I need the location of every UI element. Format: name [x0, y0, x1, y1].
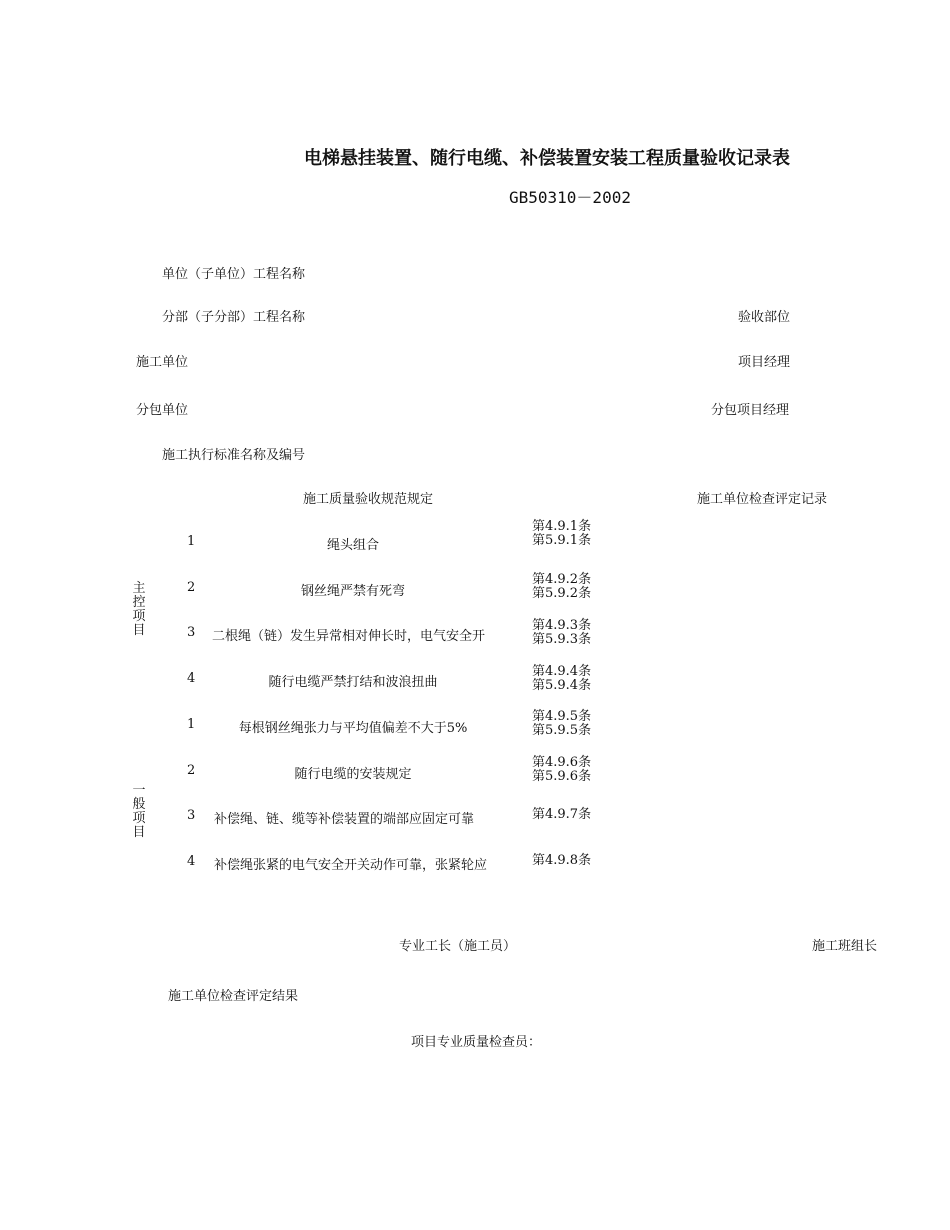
main-item-clause: 第4.9.2条 [532, 572, 592, 587]
main-item-clause: 第4.9.4条 [532, 664, 592, 679]
general-item-clause: 第4.9.8条 [532, 853, 592, 868]
general-item-no: 4 [187, 854, 196, 869]
standard-name-number-label: 施工执行标准名称及编号 [162, 448, 306, 463]
general-item-text: 补偿绳、链、缆等补偿装置的端部应固定可靠 [214, 812, 475, 827]
main-item-no: 4 [187, 671, 196, 686]
general-item-text: 补偿绳张紧的电气安全开关动作可靠，张紧轮应 [214, 858, 488, 873]
main-item-no: 3 [187, 625, 196, 640]
main-item-clause: 第5.9.4条 [532, 678, 592, 693]
main-item-no: 2 [187, 580, 196, 595]
subcontract-project-manager-label: 分包项目经理 [711, 403, 790, 418]
unit-project-name-label: 单位（子单位）工程名称 [162, 267, 306, 282]
general-item-clause: 第5.9.5条 [532, 723, 592, 738]
main-item-text: 绳头组合 [326, 538, 379, 553]
main-item-text: 随行电缆严禁打结和波浪扭曲 [268, 675, 438, 690]
general-item-clause: 第5.9.6条 [532, 769, 592, 784]
acceptance-part-label: 验收部位 [738, 310, 791, 325]
inspection-result-label: 施工单位检查评定结果 [168, 989, 299, 1004]
general-item-no: 2 [187, 763, 196, 778]
main-item-text: 二根绳（链）发生异常相对伸长时，电气安全开 [212, 629, 486, 644]
standard-code: GB50310－2002 [509, 188, 631, 207]
page-title: 电梯悬挂装置、随行电缆、补偿装置安装工程质量验收记录表 [304, 148, 790, 169]
general-item-no: 3 [187, 808, 196, 823]
main-item-clause: 第4.9.1条 [532, 519, 592, 534]
general-item-text: 每根钢丝绳张力与平均值偏差不大于5% [238, 721, 468, 736]
main-item-text: 钢丝绳严禁有死弯 [300, 584, 405, 599]
general-item-no: 1 [187, 717, 196, 732]
main-item-clause: 第5.9.3条 [532, 632, 592, 647]
project-manager-label: 项目经理 [738, 355, 791, 370]
general-item-clause: 第4.9.7条 [532, 807, 592, 822]
main-item-no: 1 [187, 534, 196, 549]
subcontract-unit-label: 分包单位 [136, 403, 189, 418]
main-item-clause: 第4.9.3条 [532, 618, 592, 633]
foreman-label: 专业工长（施工员） [399, 939, 517, 954]
general-item-clause: 第4.9.5条 [532, 709, 592, 724]
general-item-clause: 第4.9.6条 [532, 755, 592, 770]
general-items-label: 一般项目 [132, 783, 146, 840]
general-item-text: 随行电缆的安装规定 [294, 767, 412, 782]
team-leader-label: 施工班组长 [812, 939, 878, 954]
subpart-project-name-label: 分部（子分部）工程名称 [162, 310, 306, 325]
main-item-clause: 第5.9.2条 [532, 586, 592, 601]
construction-unit-label: 施工单位 [136, 355, 189, 370]
spec-column-header: 施工质量验收规范规定 [303, 492, 434, 507]
quality-inspector-label: 项目专业质量检查员： [411, 1035, 542, 1050]
record-column-header: 施工单位检查评定记录 [697, 492, 828, 507]
main-item-clause: 第5.9.1条 [532, 533, 592, 548]
main-control-label: 主控项目 [132, 581, 146, 638]
